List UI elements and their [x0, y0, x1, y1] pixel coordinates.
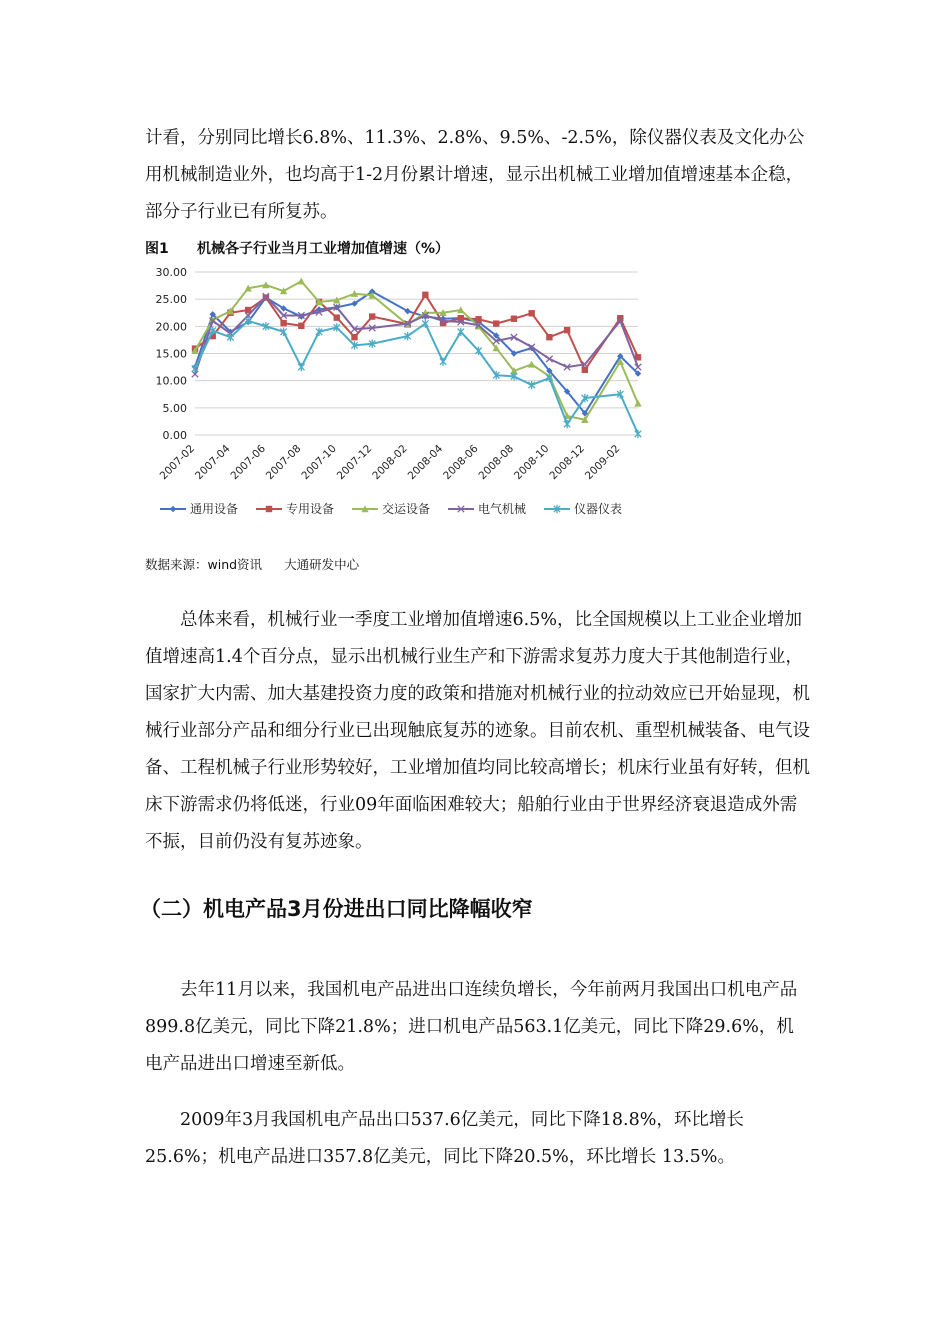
x-tick-label: 2007-02 — [157, 442, 198, 483]
x-tick-label: 2008-08 — [476, 442, 517, 483]
data-point — [511, 316, 517, 322]
data-point — [564, 327, 570, 333]
trade-paragraph-2: 2009年3月我国机电产品出口537.6亿美元，同比下降18.8%，环比增长25.6%；机电产品进口357.8亿美元，同比下降20.5%，环比增长 13.5%。 — [145, 1110, 744, 1167]
x-tick-label: 2008-06 — [441, 442, 481, 483]
data-point — [546, 334, 552, 340]
x-tick-label: 2008-10 — [512, 442, 552, 483]
legend-marker — [266, 506, 272, 512]
x-tick-label: 2008-12 — [547, 442, 587, 483]
y-tick-label: 25.00 — [155, 293, 187, 307]
y-tick-label: 10.00 — [155, 374, 187, 388]
legend-label: 交运设备 — [382, 502, 431, 516]
trade-paragraph-1: 去年11月以来，我国机电产品进出口连续负增长，今年前两月我国出口机电产品899.8亿美元，同比下降21.8%；进口机电产品563.1亿美元，同比下降29.6%，机电产品进出口增速至新低。 — [145, 980, 798, 1074]
figure-title — [145, 238, 449, 258]
x-tick-label: 2007-04 — [193, 442, 233, 483]
data-point — [528, 310, 534, 316]
figure-number: 图1 — [145, 241, 169, 257]
x-tick-label: 2007-06 — [228, 442, 269, 483]
source-org: 大通研发中心 — [284, 557, 360, 572]
data-point — [280, 320, 286, 326]
x-tick-label: 2008-02 — [370, 442, 410, 483]
legend-marker — [170, 506, 176, 512]
x-tick-label: 2007-10 — [299, 442, 339, 483]
data-point — [298, 363, 304, 371]
data-point — [493, 320, 499, 326]
source-label: 数据来源：wind资讯 — [145, 557, 263, 572]
data-point — [334, 314, 340, 320]
data-point — [351, 334, 357, 340]
data-point — [635, 430, 641, 438]
summary-paragraph: 总体来看，机械行业一季度工业增加值增速6.5%，比全国规模以上工业企业增加值增速高1.4个百分点，显示出机械行业生产和下游需求复苏力度大于其他制造行业，国家扩大内需、加大基建投资力度的政策和措施对机械行业的拉动效应已开始显现，机械行业部分产品和细分行业已出现触底复苏的迹象。目前农机、重型机械装备、电气设备、工程机械子行业形势较好，工业增加值均同比较高增长；机床行业虽有好转，但机床下游需求仍将低迷，行业09年面临困难较大；船舶行业由于世界经济衰退造成外需不振，目前仍没有复苏迹象。 — [145, 610, 810, 852]
data-point — [458, 328, 464, 336]
legend-label: 仪器仪表 — [574, 502, 623, 516]
line-chart — [140, 258, 660, 528]
legend-label: 电气机械 — [478, 502, 527, 516]
data-point — [634, 400, 641, 407]
data-point — [528, 361, 535, 368]
x-tick-label: 2009-02 — [582, 442, 623, 483]
section-heading: （二）机电产品3月份进出口同比降幅收窄 — [140, 897, 533, 921]
x-tick-label: 2008-04 — [405, 442, 446, 483]
intro-paragraph: 计看，分别同比增长6.8%、11.3%、2.8%、9.5%、-2.5%，除仪器仪表及文化办公用机械制造业外，也均高于1-2月份累计增速，显示出机械工业增加值增速基本企稳，部分子行业已有所复苏。 — [145, 128, 805, 222]
data-point — [298, 278, 305, 285]
y-tick-label: 5.00 — [162, 401, 187, 415]
legend-label: 通用设备 — [190, 502, 239, 516]
data-point — [582, 367, 588, 373]
data-point — [475, 347, 481, 355]
data-point — [440, 357, 446, 365]
data-point — [422, 319, 428, 327]
data-point — [422, 292, 428, 298]
series-line-2 — [195, 295, 638, 370]
data-source — [145, 555, 359, 573]
y-tick-label: 15.00 — [155, 347, 187, 361]
data-point — [298, 323, 304, 329]
x-tick-label: 2007-12 — [334, 442, 375, 483]
x-tick-label: 2007-08 — [263, 442, 304, 483]
data-point — [564, 420, 570, 428]
data-point — [369, 313, 375, 319]
y-tick-label: 20.00 — [155, 320, 187, 334]
legend-label: 专用设备 — [286, 502, 335, 516]
data-point — [475, 316, 481, 322]
figure-caption: 机械各子行业当月工业增加值增速（%） — [197, 241, 450, 257]
y-tick-label: 30.00 — [155, 266, 187, 279]
y-tick-label: 0.00 — [162, 429, 187, 442]
